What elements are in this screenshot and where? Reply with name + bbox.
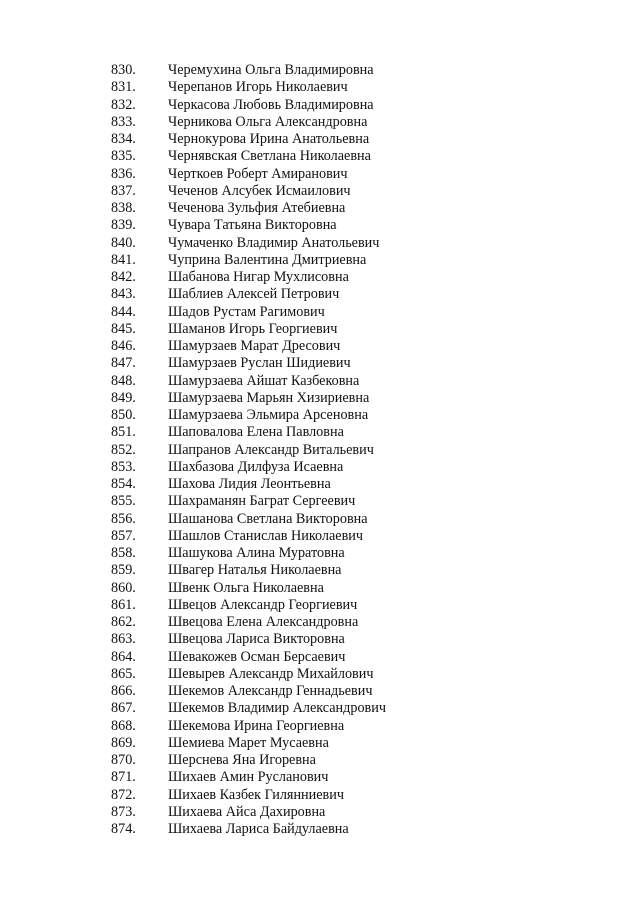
list-item: [111, 62, 386, 79]
entry-name: Шаповалова Елена Павловна: [168, 424, 344, 441]
list-item: [111, 200, 386, 217]
list-item: [111, 597, 386, 614]
entry-number: 843.: [111, 286, 136, 303]
entry-name: Швецова Лариса Викторовна: [168, 631, 345, 648]
entry-name: Чеченов Алсубек Исмаилович: [168, 182, 351, 199]
entry-name: Шихаева Айса Дахировна: [168, 803, 326, 820]
entry-name: Шекемов Александр Геннадьевич: [168, 683, 373, 699]
list-item: [111, 614, 386, 631]
list-item: [111, 114, 386, 131]
list-item: [111, 528, 386, 545]
entry-number: 856.: [111, 510, 136, 527]
entry-name: Шамурзаева Айшат Казбековна: [168, 372, 360, 389]
entry-number: 834.: [111, 131, 136, 147]
entry-name: Шахова Лидия Леонтьевна: [168, 476, 331, 492]
list-item: [111, 683, 386, 700]
entry-number: 874.: [111, 821, 136, 837]
entry-name: Чуприна Валентина Дмитриевна: [168, 251, 367, 268]
entry-name: Шамурзаев Марат Дресович: [168, 338, 341, 354]
entry-number: 837.: [111, 182, 136, 199]
entry-number: 869.: [111, 734, 136, 751]
list-item: [111, 390, 386, 407]
entry-number: 835.: [111, 148, 136, 165]
entry-name: Черепанов Игорь Николаевич: [168, 79, 348, 96]
entry-name: Шевырев Александр Михайлович: [168, 665, 374, 682]
list-item: [111, 252, 386, 269]
entry-number: 850.: [111, 407, 136, 423]
list-item: [111, 79, 386, 96]
entry-number: 867.: [111, 700, 136, 717]
entry-number: 848.: [111, 372, 136, 389]
entry-name: Черкасова Любовь Владимировна: [168, 96, 374, 113]
entry-name: Шихаев Амин Русланович: [168, 769, 329, 786]
entry-number: 838.: [111, 200, 136, 216]
entry-name: Швагер Наталья Николаевна: [168, 562, 342, 579]
list-item: [111, 649, 386, 666]
entry-number: 859.: [111, 562, 136, 579]
entry-name: Швецова Елена Александровна: [168, 614, 359, 630]
list-item: [111, 804, 386, 821]
entry-number: 862.: [111, 614, 136, 630]
entry-name: Шаманов Игорь Георгиевич: [168, 320, 338, 337]
entry-number: 831.: [111, 79, 136, 96]
entry-number: 870.: [111, 752, 136, 768]
list-item: [111, 235, 386, 252]
list-item: [111, 752, 386, 769]
entry-name: Шемиева Марет Мусаевна: [168, 734, 329, 751]
entry-number: 872.: [111, 786, 136, 803]
entry-number: 866.: [111, 683, 136, 699]
list-item: [111, 769, 386, 786]
entry-name: Шашлов Станислав Николаевич: [168, 527, 364, 544]
entry-name: Чеченова Зульфия Атебиевна: [168, 200, 346, 216]
entry-name: Чумаченко Владимир Анатольевич: [168, 234, 380, 251]
entry-number: 854.: [111, 476, 136, 492]
list-item: [111, 700, 386, 717]
entry-number: 841.: [111, 251, 136, 268]
list-item: [111, 442, 386, 459]
entry-name: Шахбазова Дилфуза Исаевна: [168, 458, 344, 475]
list-item: [111, 131, 386, 148]
list-item: [111, 424, 386, 441]
entry-number: 853.: [111, 458, 136, 475]
entry-number: 868.: [111, 717, 136, 734]
entry-name: Шихаева Лариса Байдулаевна: [168, 821, 349, 837]
entry-name: Шекемова Ирина Георгиевна: [168, 717, 345, 734]
entry-number: 851.: [111, 424, 136, 441]
list-item: [111, 459, 386, 476]
list-item: [111, 735, 386, 752]
entry-name: Черникова Ольга Александровна: [168, 113, 368, 130]
list-item: [111, 286, 386, 303]
list-item: [111, 183, 386, 200]
entry-name: Черткоев Роберт Амиранович: [168, 165, 348, 182]
list-item: [111, 718, 386, 735]
entry-name: Чернокурова Ирина Анатольевна: [168, 131, 370, 147]
entry-number: 852.: [111, 441, 136, 458]
entry-name: Шадов Рустам Рагимович: [168, 303, 325, 320]
entry-number: 858.: [111, 545, 136, 561]
list-item: [111, 304, 386, 321]
entry-name: Шевакожев Осман Берсаевич: [168, 648, 346, 665]
list-item: [111, 631, 386, 648]
entry-number: 857.: [111, 527, 136, 544]
entry-number: 860.: [111, 579, 136, 596]
list-item: [111, 493, 386, 510]
entry-number: 840.: [111, 234, 136, 251]
list-item: [111, 166, 386, 183]
list-item: [111, 97, 386, 114]
list-item: [111, 338, 386, 355]
list-item: [111, 666, 386, 683]
entry-number: 846.: [111, 338, 136, 354]
list-item: [111, 511, 386, 528]
list-item: [111, 476, 386, 493]
entry-number: 836.: [111, 165, 136, 182]
entry-name: Шекемов Владимир Александрович: [168, 700, 386, 717]
entry-name: Чувара Татьяна Викторовна: [168, 217, 337, 234]
entry-name: Швецов Александр Георгиевич: [168, 596, 358, 613]
list-item: [111, 580, 386, 597]
entry-name: Шабанова Нигар Мухлисовна: [168, 269, 349, 285]
list-item: [111, 355, 386, 372]
list-item: [111, 407, 386, 424]
list-item: [111, 373, 386, 390]
entry-number: 833.: [111, 113, 136, 130]
entry-number: 830.: [111, 62, 136, 78]
entry-number: 832.: [111, 96, 136, 113]
entry-name: Шахраманян Баграт Сергеевич: [168, 493, 356, 510]
list-item: [111, 821, 386, 838]
entry-name: Шамурзаева Марьян Хизириевна: [168, 389, 370, 406]
list-item: [111, 562, 386, 579]
entry-number: 845.: [111, 320, 136, 337]
entry-name: Чернявская Светлана Николаевна: [168, 148, 371, 165]
entry-number: 861.: [111, 596, 136, 613]
entry-number: 863.: [111, 631, 136, 648]
list-item: [111, 217, 386, 234]
entry-name: Шерснева Яна Игоревна: [168, 752, 316, 768]
entry-name: Швенк Ольга Николаевна: [168, 579, 324, 596]
entry-number: 873.: [111, 803, 136, 820]
entry-number: 844.: [111, 303, 136, 320]
entry-number: 847.: [111, 355, 136, 372]
list-item: [111, 148, 386, 165]
entry-number: 842.: [111, 269, 136, 285]
list-item: [111, 321, 386, 338]
entry-number: 839.: [111, 217, 136, 234]
entry-number: 865.: [111, 665, 136, 682]
list-item: [111, 545, 386, 562]
entry-name: Шапранов Александр Витальевич: [168, 441, 374, 458]
entry-number: 864.: [111, 648, 136, 665]
entry-number: 871.: [111, 769, 136, 786]
entry-name: Черемухина Ольга Владимировна: [168, 62, 374, 78]
entry-name: Шамурзаева Эльмира Арсеновна: [168, 407, 369, 423]
entry-number: 849.: [111, 389, 136, 406]
entry-name: Шашукова Алина Муратовна: [168, 545, 345, 561]
list-item: [111, 787, 386, 804]
entry-name: Шихаев Казбек Гилянниевич: [168, 786, 344, 803]
entry-name: Шаблиев Алексей Петрович: [168, 286, 340, 303]
entry-name: Шамурзаев Руслан Шидиевич: [168, 355, 351, 372]
name-list: [111, 62, 386, 838]
entry-name: Шашанова Светлана Викторовна: [168, 510, 368, 527]
list-item: [111, 269, 386, 286]
entry-number: 855.: [111, 493, 136, 510]
